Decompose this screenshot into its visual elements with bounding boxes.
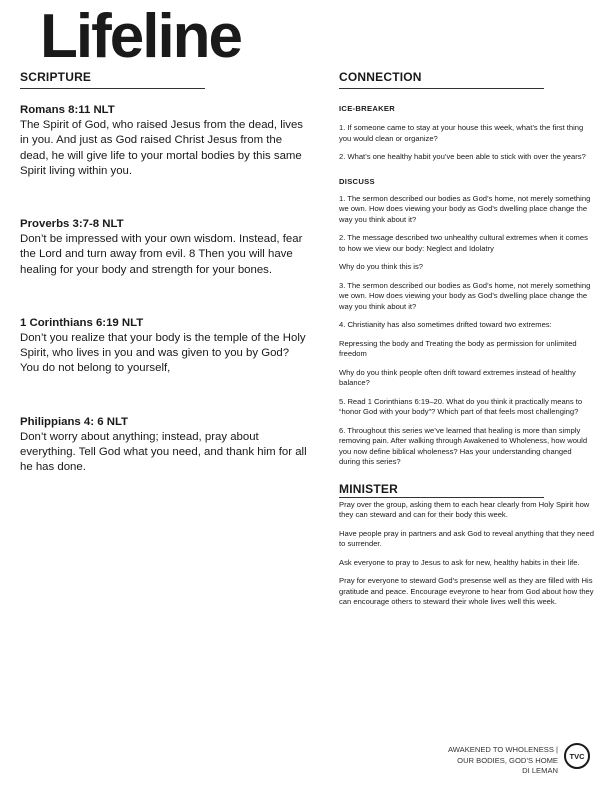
connection-heading: CONNECTION bbox=[339, 70, 544, 89]
connection-section bbox=[339, 70, 594, 608]
minister-item: Pray over the group, asking them to each hear clearly from Holy Spirit how they can steward and can for their body this week. bbox=[339, 499, 590, 519]
minister-item: Pray for everyone to steward God’s presense well as they are filled with His gratitude and peace. Encourage eveyrone to hear from God about how they can encourage others to steward their whole lives well this week. bbox=[339, 576, 594, 606]
discuss-item: Why do you think this is? bbox=[339, 262, 423, 271]
scripture-passage bbox=[20, 415, 310, 476]
icebreaker-question: 1. If someone came to stay at your house this week, what’s the first thing you would clean or organize? bbox=[339, 123, 584, 143]
scripture-section bbox=[20, 70, 310, 475]
scripture-passage bbox=[20, 217, 310, 278]
passage-text: Don’t be impressed with your own wisdom. Instead, fear the Lord and turn away from evil. 8 Then you will have healing for your body and strength for your bones. bbox=[20, 233, 303, 276]
icebreaker-question: 2. What’s one healthy habit you’ve been able to stick with over the years? bbox=[339, 152, 586, 161]
passage-text: Don’t worry about anything; instead, pray about everything. Tell God what you need, and thank him for all he has done. bbox=[20, 430, 307, 474]
discuss-item: 3. The sermon described our bodies as God’s home, not merely something we own. How does viewing your body as God’s dwelling place change the way you think about it? bbox=[339, 280, 591, 311]
scripture-heading: SCRIPTURE bbox=[20, 70, 205, 89]
discuss-item: 1. The sermon described our bodies as God’s home, not merely something we own. How does viewing your body as God’s dwelling place change the way you think about it? bbox=[339, 193, 591, 224]
footer-series-info bbox=[408, 745, 558, 777]
passage-reference: 1 Corinthians 6:19 NLT bbox=[20, 316, 144, 329]
discuss-item: 5. Read 1 Corinthians 6:19–20. What do you think it practically means to “honor God with your body”? Which part of that feels most challenging? bbox=[339, 396, 583, 416]
icebreaker-label: ICE-BREAKER bbox=[339, 104, 396, 113]
scripture-passage bbox=[20, 103, 310, 179]
minister-item: Ask everyone to pray to Jesus to ask for new, healthy habits in their life. bbox=[339, 557, 580, 567]
passage-reference: Philippians 4: 6 NLT bbox=[20, 415, 129, 428]
minister-heading: MINISTER bbox=[339, 482, 544, 498]
discuss-item: 6. Throughout this series we’ve learned that healing is more than simply removing pain. After walking through Awakened to Wholeness, how would you now define biblical wholeness? Has your understanding changed during this series? bbox=[339, 425, 588, 466]
scripture-passage bbox=[20, 316, 310, 377]
passage-text: Don’t you realize that your body is the temple of the Holy Spirit, who lives in you and was given to you by God? You do not belong to yourself, bbox=[20, 332, 306, 375]
passage-reference: Proverbs 3:7-8 NLT bbox=[20, 218, 124, 231]
passage-reference: Romans 8:11 NLT bbox=[20, 104, 115, 116]
footer-speaker: DI LEMAN bbox=[522, 766, 558, 775]
page-title: Lifeline bbox=[40, 2, 242, 71]
discuss-item: Repressing the body and Treating the body as permission for unlimited freedom bbox=[339, 338, 577, 358]
discuss-item: 4. Christianity has also sometimes drifted toward two extremes: bbox=[339, 320, 552, 329]
discuss-label: DISCUSS bbox=[339, 176, 375, 186]
passage-text: The Spirit of God, who raised Jesus from the dead, lives in you. And just as God raised Christ Jesus from the dead, he will give life to your mortal bodies by this same Spirit living within you. bbox=[20, 119, 304, 177]
minister-item: Have people pray in partners and ask God to reveal anything that they need to surrender. bbox=[339, 528, 594, 548]
church-logo: TVC bbox=[564, 743, 590, 769]
discuss-item: Why do you think people often drift toward extremes instead of healthy balance? bbox=[339, 367, 576, 387]
footer-sermon-title: OUR BODIES, GOD’S HOME bbox=[457, 755, 558, 765]
discuss-item: 2. The message described two unhealthy cultural extremes when it comes to how we view our body: Neglect and Idolatry bbox=[339, 233, 588, 253]
footer-series-title: AWAKENED TO WHOLENESS | bbox=[448, 745, 558, 754]
